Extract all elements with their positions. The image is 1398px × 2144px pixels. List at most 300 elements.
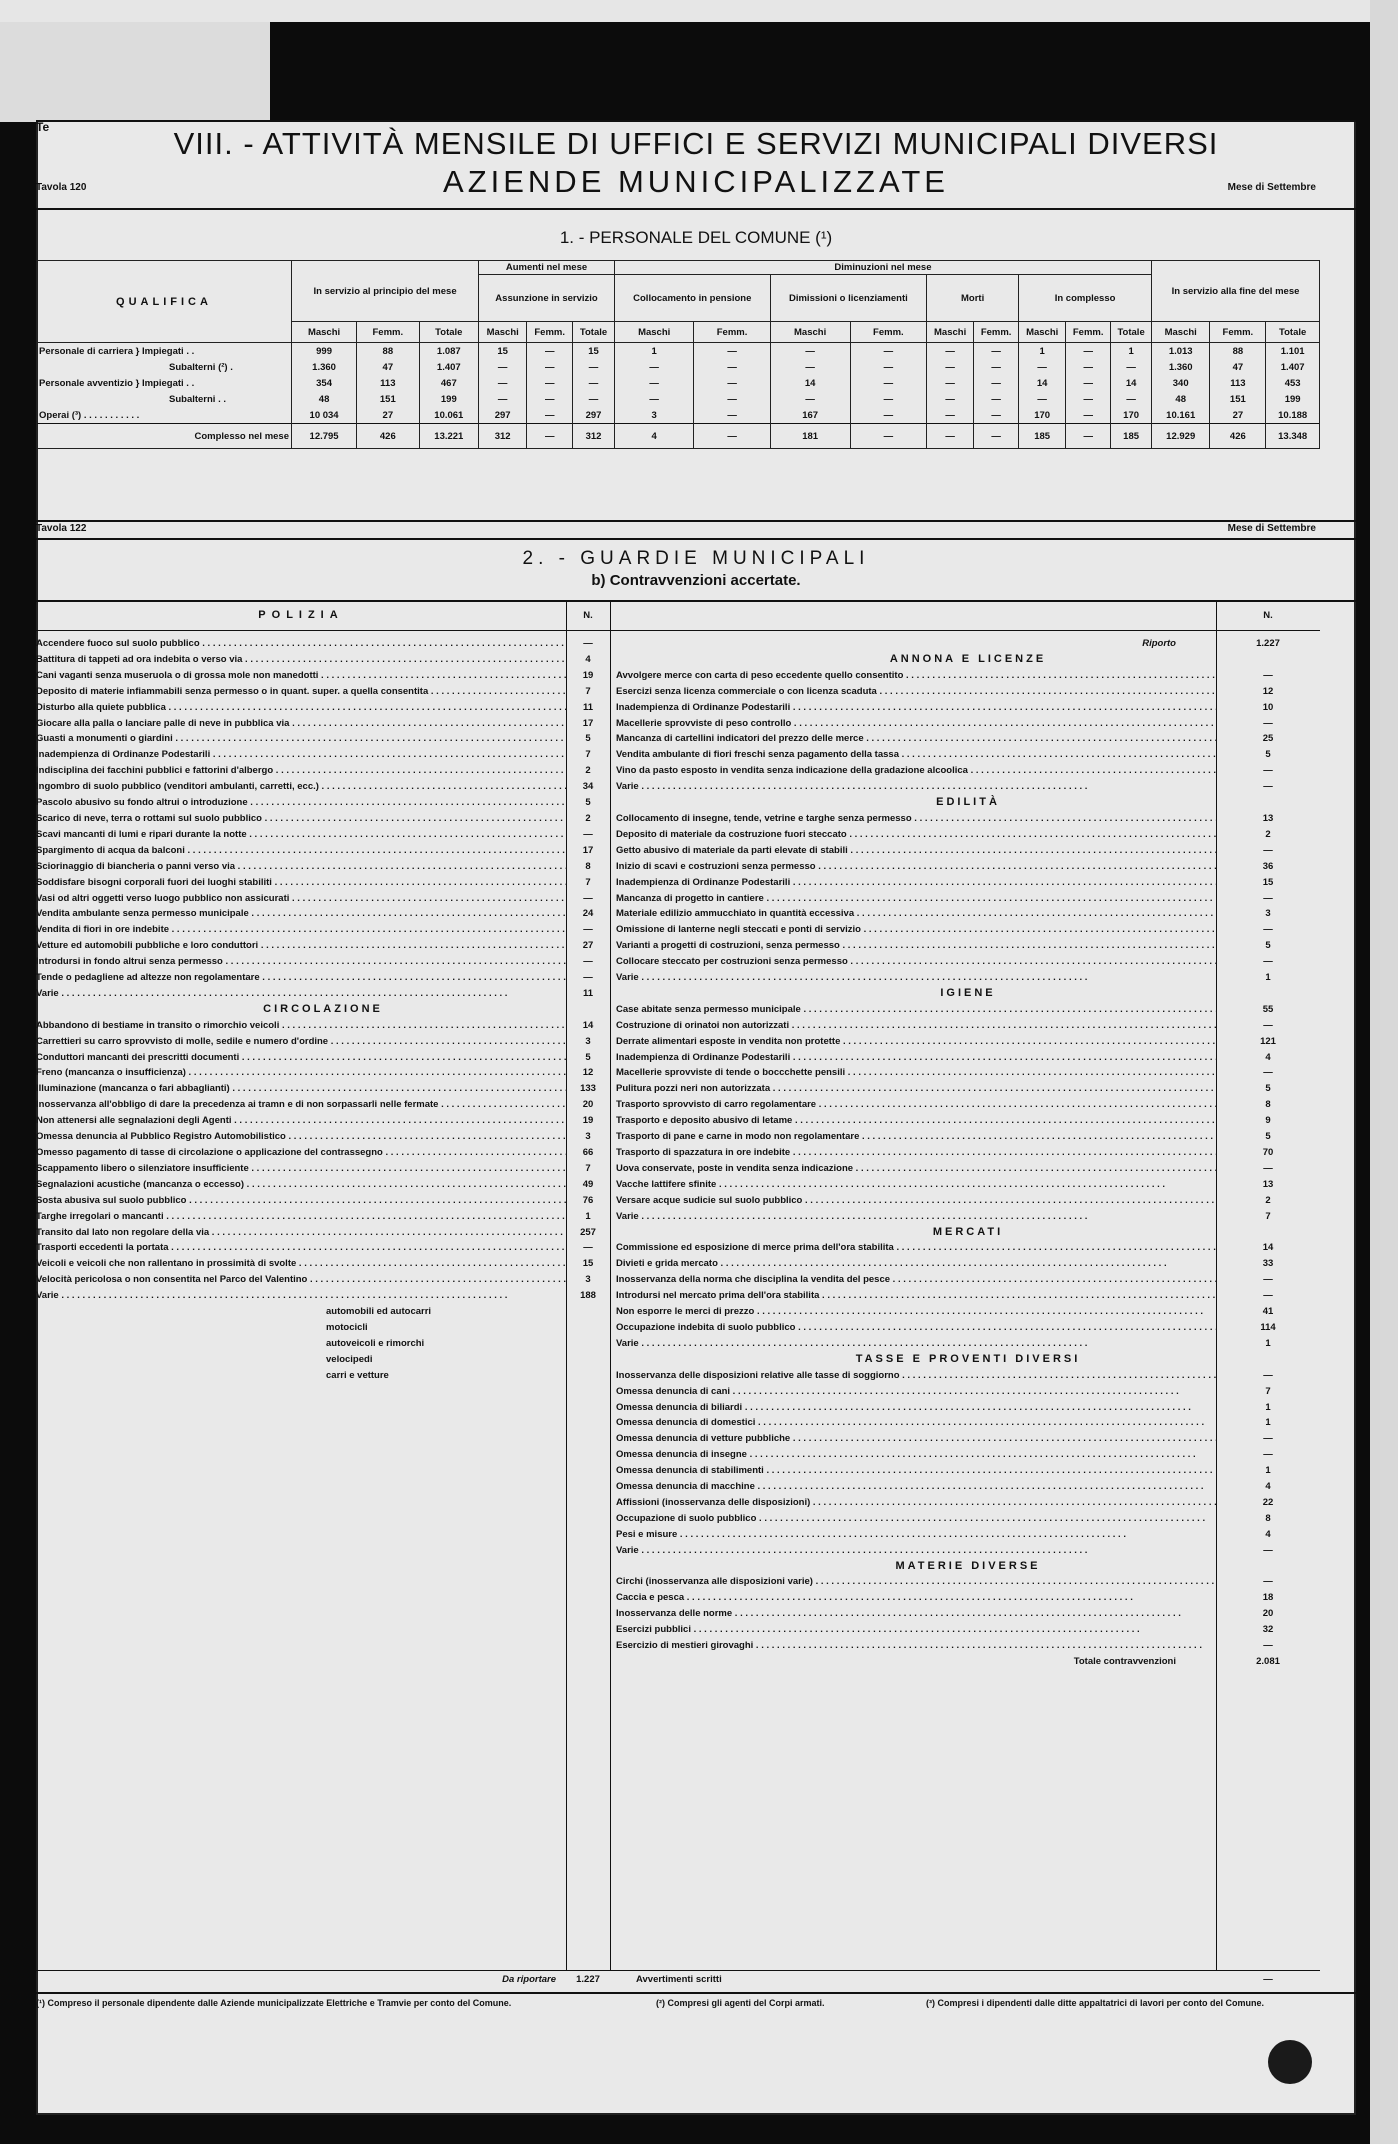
list-item (616, 1177, 1320, 1193)
item-count: 7 (1265, 1210, 1271, 1222)
item-count: 1 (1265, 1465, 1271, 1477)
subheader-maschi-0: Maschi (292, 322, 357, 343)
item-label: Vino da pasto esposto in vendita senza indicazione della gradazione alcoolica . . . (616, 763, 1216, 779)
item-count: — (1263, 924, 1273, 936)
item-label: Varie . . . (616, 779, 1216, 795)
row-label: Subalterni (²) . (169, 361, 233, 373)
header-inizio: In servizio al principio del mese (292, 261, 479, 322)
cell: 10.061 (419, 407, 479, 424)
list-item (36, 1050, 610, 1066)
subheader-maschi-10: Maschi (927, 322, 974, 343)
cell: — (927, 359, 974, 375)
group-header: CIRCOLAZIONE (263, 1002, 383, 1015)
list-item (36, 716, 610, 732)
item-label: Omessa denuncia di vetture pubbliche . . . (616, 1431, 1216, 1447)
list-item (616, 1543, 1320, 1559)
item-label: Collocare steccato per costruzioni senza permesso . . . (616, 954, 1216, 970)
item-count: 2 (585, 812, 591, 824)
item-label: Case abitate senza permesso municipale . . . (616, 1002, 1216, 1018)
item-count: 5 (585, 1051, 591, 1063)
footnote-3: (³) Compresi i dipendenti dalle ditte appaltatrici di lavori per conto del Comune. (926, 1998, 1265, 2008)
item-label: Non attenersi alle segnalazioni degli Agenti . . . (36, 1113, 566, 1129)
item-count: 114 (1260, 1321, 1276, 1333)
subheader-femm-9: Femm. (850, 322, 927, 343)
item-count: 3 (1265, 908, 1271, 920)
cell: 340 (1152, 375, 1210, 391)
item-label: Caccia e pesca . . . (616, 1590, 1216, 1606)
page-subtitle: AZIENDE MUNICIPALIZZATE (443, 164, 949, 199)
total-value: 2.081 (1256, 1656, 1280, 1667)
cell: 10.161 (1152, 407, 1210, 424)
item-count: 1 (1265, 1337, 1271, 1349)
total-cell: — (527, 424, 573, 449)
item-count: 2 (1265, 1194, 1271, 1206)
cell: 3 (614, 407, 694, 424)
cell: — (770, 343, 850, 360)
list-item (36, 700, 610, 716)
cell: — (573, 375, 615, 391)
cell: — (1066, 407, 1111, 424)
item-count: 24 (582, 908, 594, 920)
item-label: Inosservanza delle disposizioni relative alle tasse di soggiorno . . . (616, 1368, 1216, 1384)
total-cell: 312 (479, 424, 527, 449)
table-number-2: Tavola 122 (36, 523, 87, 534)
item-count: — (1263, 1019, 1273, 1031)
item-count: — (1263, 1274, 1273, 1286)
cell: 47 (1210, 359, 1266, 375)
item-count: 1 (1265, 972, 1271, 984)
vehicle-type: carri e vetture (326, 1369, 389, 1381)
subheader-totale-17: Totale (1266, 322, 1320, 343)
list-item (36, 1145, 610, 1161)
list-item (36, 811, 610, 827)
item-count: 13 (1262, 1178, 1274, 1190)
cell: 297 (573, 407, 615, 424)
total-cell: 13.221 (419, 424, 479, 449)
item-label: Pascolo abusivo su fondo altrui o introduzione . . . (36, 795, 566, 811)
item-count: 7 (585, 685, 591, 697)
ink-blot (1268, 2040, 1312, 2084)
cell: — (974, 343, 1019, 360)
header-complesso: In complesso (1019, 275, 1152, 322)
item-count: 76 (582, 1194, 594, 1206)
list-item (616, 1304, 1320, 1320)
item-label: Omessa denuncia di insegne . . . (616, 1447, 1216, 1463)
cell: — (573, 391, 615, 407)
corner-mark: Te (36, 120, 50, 134)
list-item (36, 938, 610, 954)
list-item (36, 747, 610, 763)
item-count: 5 (1265, 1083, 1271, 1095)
group-header: TASSE E PROVENTI DIVERSI (855, 1352, 1081, 1365)
item-count: 121 (1260, 1035, 1276, 1047)
cell: — (527, 407, 573, 424)
item-count: 7 (585, 749, 591, 761)
cell: 170 (1019, 407, 1066, 424)
item-count: 10 (1262, 701, 1274, 713)
list-item (616, 1065, 1320, 1081)
item-count: 3 (585, 1274, 591, 1286)
item-count: 70 (1262, 1147, 1274, 1158)
item-label: Versare acque sudicie sul suolo pubblico . . . (616, 1193, 1216, 1209)
page-title: VIII. - ATTIVITÀ MENSILE DI UFFICI E SERVIZI MUNICIPALI DIVERSI (173, 126, 1219, 161)
item-count: — (1263, 717, 1273, 729)
section-rule-1 (36, 520, 1356, 522)
list-item (36, 1161, 610, 1177)
item-label: Veicoli e veicoli che non rallentano in prossimità di svolte . . . (36, 1256, 566, 1272)
item-label: Abbandono di bestiame in transito o rimorchio veicoli . . . (36, 1018, 566, 1034)
riporto-label: Riporto (1142, 638, 1176, 649)
item-label: Avvolgere merce con carta di peso eccedente quello consentito . . . (616, 668, 1216, 684)
item-label: Divieti e grida mercato . . . (616, 1256, 1216, 1272)
item-label: Introdursi nel mercato prima dell'ora stabilita . . . (616, 1288, 1216, 1304)
subheader-totale-2: Totale (419, 322, 479, 343)
item-count: 15 (582, 1258, 594, 1270)
group-header: ANNONA E LICENZE (889, 652, 1047, 665)
item-label: Pesi e misure . . . (616, 1527, 1216, 1543)
list-item (616, 1368, 1320, 1384)
header-diminuzioni: Diminuzioni nel mese (614, 261, 1151, 275)
item-count: 14 (1262, 1242, 1274, 1254)
cell: 1 (1019, 343, 1066, 360)
item-count: 1 (1265, 1417, 1271, 1429)
list-item (36, 843, 610, 859)
item-label: Giocare alla palla o lanciare palle di neve in pubblica via . . . (36, 716, 566, 732)
cell: — (694, 407, 770, 424)
item-label: Conduttori mancanti dei prescritti documenti . . . (36, 1050, 566, 1066)
list-item (36, 1081, 610, 1097)
cell: 47 (357, 359, 419, 375)
item-label: Trasporto di spazzatura in ore indebite . . . (616, 1145, 1216, 1161)
cell: — (927, 391, 974, 407)
subheader-maschi-15: Maschi (1152, 322, 1210, 343)
subheader-totale-5: Totale (573, 322, 615, 343)
total-cell: 185 (1019, 424, 1066, 449)
cell: 199 (419, 391, 479, 407)
item-label: Non esporre le merci di prezzo . . . (616, 1304, 1216, 1320)
header-aumenti: Aumenti nel mese (479, 261, 615, 275)
item-count: 13 (1262, 812, 1274, 824)
item-count: — (1263, 1576, 1273, 1588)
cell: — (1111, 391, 1152, 407)
item-label: Omessa denuncia di biliardi . . . (616, 1400, 1216, 1416)
polizia-header: POLIZIA (258, 609, 344, 621)
subheader-femm-13: Femm. (1066, 322, 1111, 343)
left-footer-value: 1.227 (576, 1974, 600, 1985)
group-label: Personale di carriera (39, 345, 133, 357)
item-count: 15 (1262, 876, 1274, 888)
item-count: — (1263, 781, 1273, 793)
item-count: 5 (585, 733, 591, 745)
cell: — (1066, 375, 1111, 391)
item-count: 188 (580, 1290, 596, 1302)
item-label: Ingombro di suolo pubblico (venditori ambulanti, carretti, ecc.) . . . (36, 779, 566, 795)
item-count: 133 (580, 1083, 596, 1095)
total-cell: 426 (357, 424, 419, 449)
right-footer-value: — (1263, 1974, 1273, 1985)
cell: 1.087 (419, 343, 479, 360)
item-label: Omessa denuncia di stabilimenti . . . (616, 1463, 1216, 1479)
cell: 453 (1266, 375, 1320, 391)
cell: 999 (292, 343, 357, 360)
list-item (36, 1240, 610, 1256)
section-rule-3 (36, 600, 1356, 602)
item-label: Trasporto di pane e carne in modo non regolamentare . . . (616, 1129, 1216, 1145)
total-cell: 12.929 (1152, 424, 1210, 449)
group-header: MERCATI (932, 1225, 1004, 1238)
item-label: Uova conservate, poste in vendita senza indicazione . . . (616, 1161, 1216, 1177)
subheader-maschi-12: Maschi (1019, 322, 1066, 343)
personnel-table (36, 260, 1320, 449)
item-count: 19 (582, 669, 594, 681)
item-count: 5 (1265, 749, 1271, 761)
cell: 27 (1210, 407, 1266, 424)
item-label: Occupazione di suolo pubblico . . . (616, 1511, 1216, 1527)
item-count: 55 (1262, 1003, 1274, 1015)
total-label: Totale contravvenzioni (1073, 1656, 1176, 1667)
item-count: 1 (1265, 1401, 1271, 1413)
qualifica-header: QUALIFICA (37, 261, 292, 343)
list-item (616, 1384, 1320, 1400)
header-rule (36, 208, 1356, 210)
item-label: Costruzione di orinatoi non autorizzati . . . (616, 1018, 1216, 1034)
item-label: Vasi od altri oggetti verso luogo pubblico non assicurati . . . (36, 891, 566, 907)
item-count: 12 (582, 1067, 594, 1079)
item-count: 17 (582, 717, 594, 729)
item-label: Macellerie sprovviste di peso controllo . . . (616, 716, 1216, 732)
item-count: — (1263, 1449, 1273, 1461)
item-count: 2 (585, 765, 591, 777)
list-item (616, 1145, 1320, 1161)
item-label: Battitura di tappeti ad ora indebita o verso via . . . (36, 652, 566, 668)
cell: — (770, 391, 850, 407)
item-label: Varie . . . (36, 1288, 566, 1304)
item-label: Derrate alimentari esposte in vendita non protette . . . (616, 1034, 1216, 1050)
item-label: Vacche lattifere sfinite . . . (616, 1177, 1216, 1193)
list-item (36, 1018, 610, 1034)
vehicle-types (36, 1304, 610, 1384)
item-label: Varie . . . (616, 970, 1216, 986)
list-item (616, 1638, 1320, 1654)
item-label: Varie . . . (616, 1543, 1216, 1559)
footnote-1: (¹) Compreso il personale dipendente dalle Aziende municipalizzate Elettriche e Tramvie per conto del Comune. (36, 1998, 512, 2008)
list-item (616, 811, 1320, 827)
item-label: Inizio di scavi e costruzioni senza permesso . . . (616, 859, 1216, 875)
list-item (36, 636, 610, 652)
bottom-rule (36, 1970, 1320, 1971)
item-count: 32 (1262, 1624, 1274, 1636)
item-label: Esercizio di mestieri girovaghi . . . (616, 1638, 1216, 1654)
cell: 88 (357, 343, 419, 360)
item-count: 20 (582, 1099, 594, 1111)
vehicle-type: motocicli (326, 1321, 368, 1333)
list-item (36, 731, 610, 747)
list-item (616, 716, 1320, 732)
item-count: 12 (1262, 685, 1274, 697)
cell: — (479, 391, 527, 407)
cell: 354 (292, 375, 357, 391)
item-label: Getto abusivo di materiale da parti elevate di stabili . . . (616, 843, 1216, 859)
list-item (616, 970, 1320, 986)
item-label: Cani vaganti senza museruola o di grossa mole non manedotti . . . (36, 668, 566, 684)
item-label: Inosservanza della norma che disciplina la vendita del pesce . . . (616, 1272, 1216, 1288)
subheader-femm-7: Femm. (694, 322, 770, 343)
list-item (616, 700, 1320, 716)
list-item (36, 970, 610, 986)
cell: 1 (614, 343, 694, 360)
cell: — (850, 343, 927, 360)
item-count: — (1263, 765, 1273, 777)
item-label: Scappamento libero o silenziatore insufficiente . . . (36, 1161, 566, 1177)
cell: 1 (1111, 343, 1152, 360)
item-count: 7 (585, 1162, 591, 1174)
list-item (36, 954, 610, 970)
item-label: Trasporti eccedenti la portata . . . (36, 1240, 566, 1256)
item-count: 3 (585, 1131, 591, 1143)
vehicle-type: velocipedi (326, 1353, 373, 1365)
item-label: Circhi (inosservanza alle disposizioni varie) . . . (616, 1574, 1216, 1590)
total-cell: 181 (770, 424, 850, 449)
item-label: Omessa denuncia di cani . . . (616, 1384, 1216, 1400)
item-count: 14 (582, 1019, 594, 1031)
item-count: — (583, 924, 593, 936)
total-cell: — (927, 424, 974, 449)
row-label: Impiegati . . (141, 377, 195, 389)
group-header: IGIENE (940, 986, 996, 999)
list-item (616, 1463, 1320, 1479)
riporto-row (616, 636, 1320, 652)
cell: 14 (1111, 375, 1152, 391)
list-item (36, 986, 610, 1002)
item-count: — (583, 892, 593, 904)
item-count: — (1263, 844, 1273, 856)
list-item (616, 1018, 1320, 1034)
section-rule-2 (36, 538, 1356, 540)
total-cell: — (1066, 424, 1111, 449)
cell: — (1019, 359, 1066, 375)
list-item (36, 668, 610, 684)
cell: 1.407 (419, 359, 479, 375)
total-row (616, 1654, 1320, 1670)
cell: — (573, 359, 615, 375)
list-item (36, 891, 610, 907)
list-item (616, 731, 1320, 747)
document-page (36, 120, 1356, 2115)
item-label: Varie . . . (616, 1209, 1216, 1225)
list-item (36, 779, 610, 795)
item-label: Introdursi in fondo altrui senza permesso . . . (36, 954, 566, 970)
list-item (616, 1447, 1320, 1463)
section1-title: 1. - PERSONALE DEL COMUNE (¹) (559, 228, 833, 247)
list-item (616, 1400, 1320, 1416)
header-collocamento: Collocamento in pensione (614, 275, 770, 322)
cell: — (850, 391, 927, 407)
list-item (36, 922, 610, 938)
item-label: Deposito di materiale da costruzione fuori steccato . . . (616, 827, 1216, 843)
item-count: — (583, 828, 593, 840)
cell: — (694, 359, 770, 375)
item-label: Affissioni (inosservanza delle disposizioni) . . . (616, 1495, 1216, 1511)
item-label: Velocità pericolosa o non consentita nel Parco del Valentino . . . (36, 1272, 566, 1288)
list-item (36, 1097, 610, 1113)
list-item (616, 859, 1320, 875)
right-n-header: N. (1263, 610, 1273, 621)
cell: — (1111, 359, 1152, 375)
list-item (616, 684, 1320, 700)
list-item (616, 1256, 1320, 1272)
list-item (616, 827, 1320, 843)
vehicle-type: autoveicoli e rimorchi (326, 1337, 425, 1349)
list-item (616, 1129, 1320, 1145)
cell: 113 (1210, 375, 1266, 391)
cell: — (1066, 359, 1111, 375)
item-label: Vendita di fiori in ore indebite . . . (36, 922, 566, 938)
table-number: Tavola 120 (36, 182, 87, 193)
item-count: 4 (585, 653, 591, 665)
cell: — (614, 359, 694, 375)
item-count: 20 (1262, 1608, 1274, 1620)
personnel-row-4 (37, 391, 1320, 407)
item-label: Materiale edilizio ammucchiato in quantità eccessiva . . . (616, 906, 1216, 922)
list-item (616, 1495, 1320, 1511)
item-label: Sosta abusiva sul suolo pubblico . . . (36, 1193, 566, 1209)
right-list (616, 636, 1320, 1670)
cell: — (850, 407, 927, 424)
item-label: Deposito di materie infiammabili senza permesso o in quant. super. a quella consentita . . . (36, 684, 566, 700)
cell: — (1066, 391, 1111, 407)
item-label: Inosservanza delle norme . . . (616, 1606, 1216, 1622)
item-count: — (1263, 1290, 1273, 1302)
list-item (616, 843, 1320, 859)
cell: — (1019, 391, 1066, 407)
subheader-totale-14: Totale (1111, 322, 1152, 343)
cell: — (527, 359, 573, 375)
list-item (36, 763, 610, 779)
list-item (36, 1209, 610, 1225)
scan-margin-right (1370, 0, 1398, 2144)
item-label: Scarico di neve, terra o rottami sul suolo pubblico . . . (36, 811, 566, 827)
section2-title: 2. - GUARDIE MUNICIPALI (522, 548, 870, 569)
cell: — (974, 391, 1019, 407)
item-count: — (1263, 1433, 1273, 1445)
item-count: — (1263, 1067, 1273, 1079)
cell: 1.407 (1266, 359, 1320, 375)
total-cell: 312 (573, 424, 615, 449)
cell: 467 (419, 375, 479, 391)
header-morti: Morti (927, 275, 1019, 322)
list-item (36, 1193, 610, 1209)
cell: — (614, 375, 694, 391)
list-item (616, 1574, 1320, 1590)
list-item (36, 1288, 610, 1304)
list-item (616, 747, 1320, 763)
item-count: — (1263, 669, 1273, 681)
item-count: 9 (1265, 1115, 1271, 1127)
item-count: 8 (1265, 1512, 1271, 1524)
item-label: Freno (mancanza o insufficienza) . . . (36, 1065, 566, 1081)
item-count: 5 (585, 797, 591, 809)
month-label-2: Mese di Settembre (1227, 523, 1316, 534)
item-label: Omessa denuncia di domestici . . . (616, 1415, 1216, 1431)
cell: 1.101 (1266, 343, 1320, 360)
total-cell: — (850, 424, 927, 449)
cell: — (927, 375, 974, 391)
item-label: Trasporto sprovvisto di carro regolamentare . . . (616, 1097, 1216, 1113)
list-item (616, 1002, 1320, 1018)
list-item (36, 1256, 610, 1272)
list-item (616, 1336, 1320, 1352)
list-item (616, 1431, 1320, 1447)
